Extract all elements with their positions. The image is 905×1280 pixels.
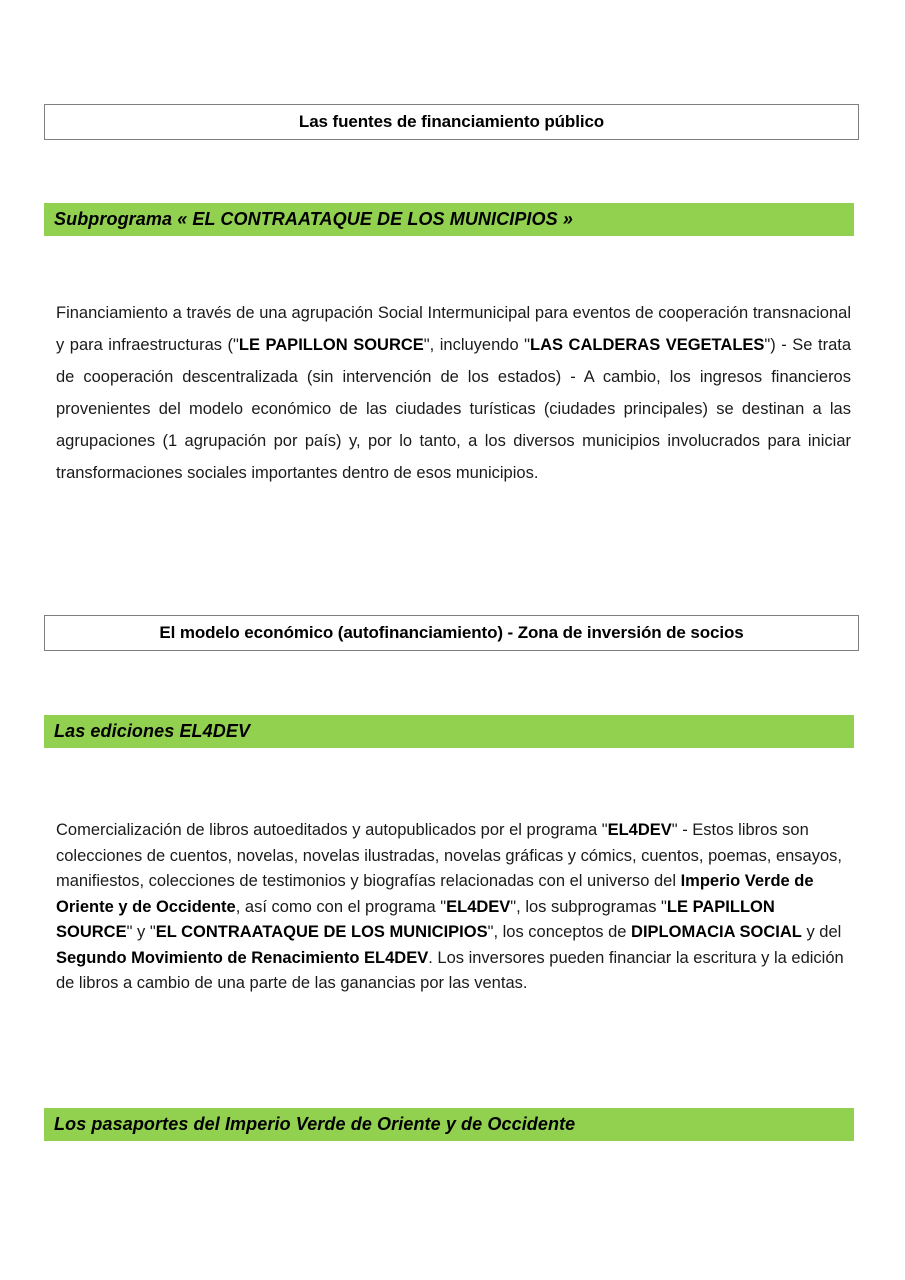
para2-text-part-4: ", los subprogramas " [510, 897, 667, 916]
para2-text-part-1: Comercialización de libros autoeditados y autopublicados por el programa " [56, 821, 608, 839]
paragraph-subprograma [56, 297, 851, 489]
para1-text-part-3: ") - Se trata de cooperación descentralizada (sin intervención de los estados) - A cambio, los ingresos financieros provenientes del modelo económico de las ciudades turísticas (ciudades principales) se destinan a las agrupaciones (1 agrupación por país) y, por lo tanto, a los diversos municipios involucrados para iniciar transformaciones sociales importantes dentro de esos municipios. [56, 336, 852, 482]
para2-bold-el4dev-2: EL4DEV [446, 897, 511, 916]
para1-bold-las-calderas-vegetales: LAS CALDERAS VEGETALES [530, 336, 765, 354]
para2-text-part-8: . Los inversores pueden financiar la escritura y la edición de libros a cambio de una parte de las ganancias por las ventas. [56, 948, 844, 992]
para2-text-part-7: y del [801, 923, 842, 941]
para2-text-part-6: ", los conceptos de [487, 923, 632, 941]
para2-bold-diplomacia-social: DIPLOMACIA SOCIAL [631, 923, 802, 941]
para1-bold-le-papillon-source: LE PAPILLON SOURCE [238, 336, 424, 354]
para2-bold-el4dev-1: EL4DEV [607, 821, 672, 839]
para2-text-part-3: , así como con el programa " [235, 897, 447, 916]
para1-text-part-1: Financiamiento a través de una agrupación Social Intermunicipal para eventos de cooperación transnacional y para infraestructuras (" [56, 304, 851, 354]
para2-text-part-2: " - Estos libros son colecciones de cuentos, novelas, novelas ilustradas, novelas gráficas y cómics, cuentos, poemas, ensayos, manifiestos, colecciones de testimonios y biografías relacionadas con el universo del [56, 821, 842, 890]
para1-text-part-2: ", incluyendo " [423, 336, 531, 354]
para2-bold-imperio-verde: Imperio Verde de Oriente y de Occidente [56, 872, 814, 916]
para2-text-part-5: " y " [126, 923, 156, 941]
section-title-box-modelo-economico: El modelo económico (autofinanciamiento) - Zona de inversión de socios [44, 615, 859, 651]
green-header-pasaportes: Los pasaportes del Imperio Verde de Oriente y de Occidente [44, 1108, 854, 1141]
green-header-ediciones-el4dev: Las ediciones EL4DEV [44, 715, 854, 748]
section-title-box-funding-sources: Las fuentes de financiamiento público [44, 104, 859, 140]
para2-bold-segundo-movimiento: Segundo Movimiento de Renacimiento EL4DEV [56, 948, 429, 967]
para2-bold-le-papillon-source: LE PAPILLON SOURCE [56, 897, 775, 941]
green-header-subprograma: Subprograma « EL CONTRAATAQUE DE LOS MUNICIPIOS » [44, 203, 854, 236]
para2-bold-contraataque-municipios: EL CONTRAATAQUE DE LOS MUNICIPIOS [155, 923, 488, 941]
paragraph-ediciones [56, 818, 851, 997]
